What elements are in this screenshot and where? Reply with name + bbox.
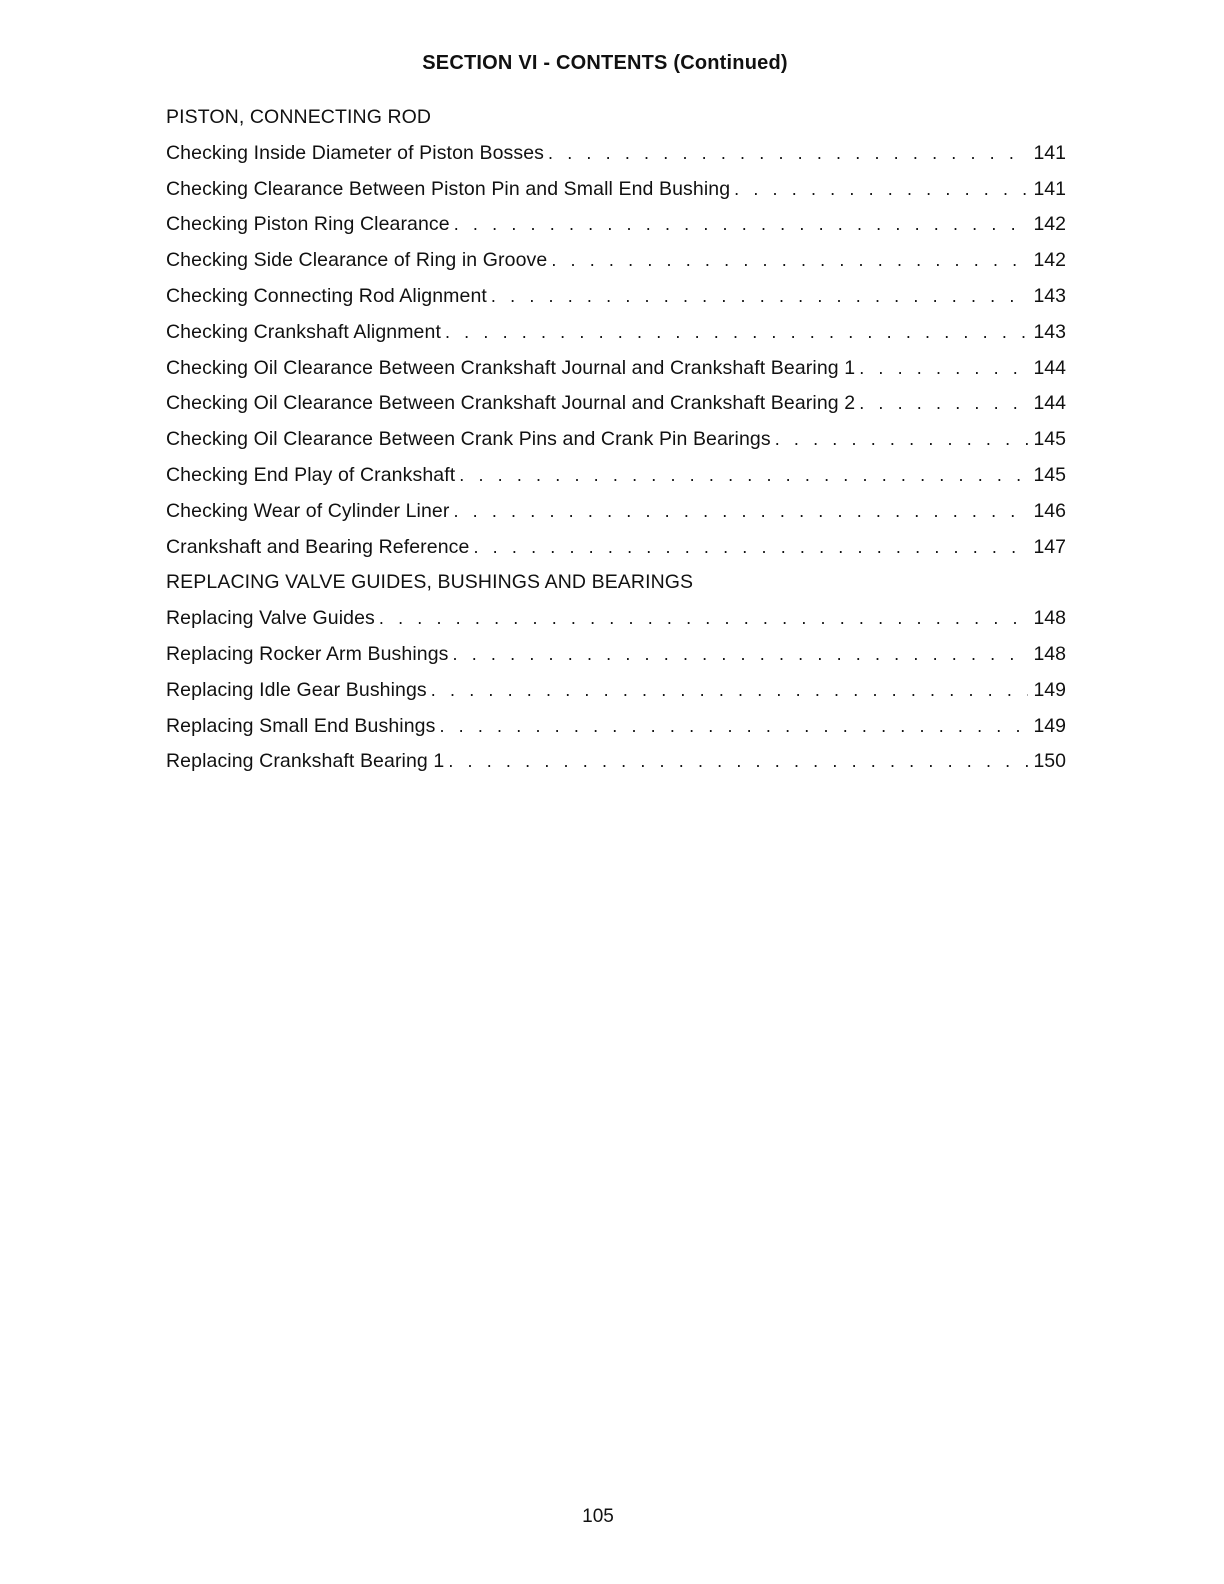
toc-entry-page: 145 [1033, 428, 1066, 451]
dot-leader [730, 172, 1028, 208]
toc-entry[interactable] [166, 709, 1066, 745]
toc-entry[interactable] [166, 744, 1066, 780]
toc-entry[interactable] [166, 243, 1066, 279]
page-number: 105 [582, 1506, 614, 1527]
toc-entry-page: 141 [1033, 177, 1066, 200]
dot-leader [469, 530, 1028, 566]
dot-leader [547, 243, 1028, 279]
toc-entry-label: Replacing Crankshaft Bearing 1 [166, 750, 445, 773]
toc-entry-label: Replacing Small End Bushings [166, 714, 436, 737]
toc-entry[interactable] [166, 601, 1066, 637]
dot-leader [450, 207, 1028, 243]
toc-entry-label: Replacing Idle Gear Bushings [166, 678, 427, 701]
table-of-contents [166, 100, 1066, 780]
dot-leader [544, 136, 1028, 172]
toc-entry-page: 144 [1033, 356, 1066, 379]
toc-entry-label: Checking Piston Ring Clearance [166, 213, 450, 236]
dot-leader [487, 279, 1028, 315]
toc-entry[interactable] [166, 530, 1066, 566]
toc-entry-page: 148 [1033, 607, 1066, 630]
toc-entry[interactable] [166, 386, 1066, 422]
toc-entry-label: Checking Wear of Cylinder Liner [166, 499, 450, 522]
toc-entry[interactable] [166, 172, 1066, 208]
toc-entry-page: 150 [1033, 750, 1066, 773]
dot-leader [855, 386, 1028, 422]
page-title: SECTION VI - CONTENTS (Continued) [422, 52, 788, 74]
toc-entry-label: Checking End Play of Crankshaft [166, 463, 456, 486]
toc-entry-label: Checking Clearance Between Piston Pin and Small End Bushing [166, 177, 731, 200]
toc-entry-label: Checking Side Clearance of Ring in Groove [166, 249, 548, 272]
toc-entry-label: Checking Inside Diameter of Piston Bosses [166, 141, 545, 164]
dot-leader [449, 637, 1028, 673]
dot-leader [435, 709, 1028, 745]
toc-section-heading: REPLACING VALVE GUIDES, BUSHINGS AND BEARINGS [166, 571, 694, 594]
toc-entry-page: 142 [1033, 213, 1066, 236]
dot-leader [855, 351, 1028, 387]
toc-entry[interactable] [166, 315, 1066, 351]
toc-entry[interactable] [166, 494, 1066, 530]
toc-entry[interactable] [166, 422, 1066, 458]
toc-entry-label: Checking Oil Clearance Between Crankshaft Journal and Crankshaft Bearing 2 [166, 392, 856, 415]
dot-leader [441, 315, 1028, 351]
dot-leader [455, 458, 1028, 494]
toc-entry-page: 147 [1033, 535, 1066, 558]
toc-entry-page: 142 [1033, 249, 1066, 272]
toc-entry-label: Checking Oil Clearance Between Crankshaft Journal and Crankshaft Bearing 1 [166, 356, 856, 379]
toc-entry[interactable] [166, 207, 1066, 243]
toc-entry-page: 146 [1033, 499, 1066, 522]
toc-entry-label: Replacing Rocker Arm Bushings [166, 642, 449, 665]
toc-entry-label: Crankshaft and Bearing Reference [166, 535, 470, 558]
toc-entry-page: 143 [1033, 284, 1066, 307]
toc-entry[interactable] [166, 673, 1066, 709]
dot-leader [427, 673, 1028, 709]
toc-entry-page: 144 [1033, 392, 1066, 415]
toc-entry[interactable] [166, 351, 1066, 387]
toc-entry-page: 149 [1033, 714, 1066, 737]
toc-entry[interactable] [166, 637, 1066, 673]
toc-entry-page: 148 [1033, 642, 1066, 665]
toc-entry-label: Replacing Valve Guides [166, 607, 375, 630]
toc-entry-page: 143 [1033, 320, 1066, 343]
toc-entry-page: 141 [1033, 141, 1066, 164]
toc-entry-page: 145 [1033, 463, 1066, 486]
dot-leader [444, 744, 1028, 780]
toc-entry-label: Checking Crankshaft Alignment [166, 320, 441, 343]
toc-entry[interactable] [166, 279, 1066, 315]
toc-entry-page: 149 [1033, 678, 1066, 701]
dot-leader [375, 601, 1028, 637]
toc-entry[interactable] [166, 136, 1066, 172]
dot-leader [771, 422, 1028, 458]
toc-entry-label: Checking Oil Clearance Between Crank Pins and Crank Pin Bearings [166, 428, 771, 451]
toc-entry[interactable] [166, 458, 1066, 494]
dot-leader [449, 494, 1028, 530]
toc-entry-label: Checking Connecting Rod Alignment [166, 284, 487, 307]
toc-section-heading: PISTON, CONNECTING ROD [166, 106, 432, 128]
